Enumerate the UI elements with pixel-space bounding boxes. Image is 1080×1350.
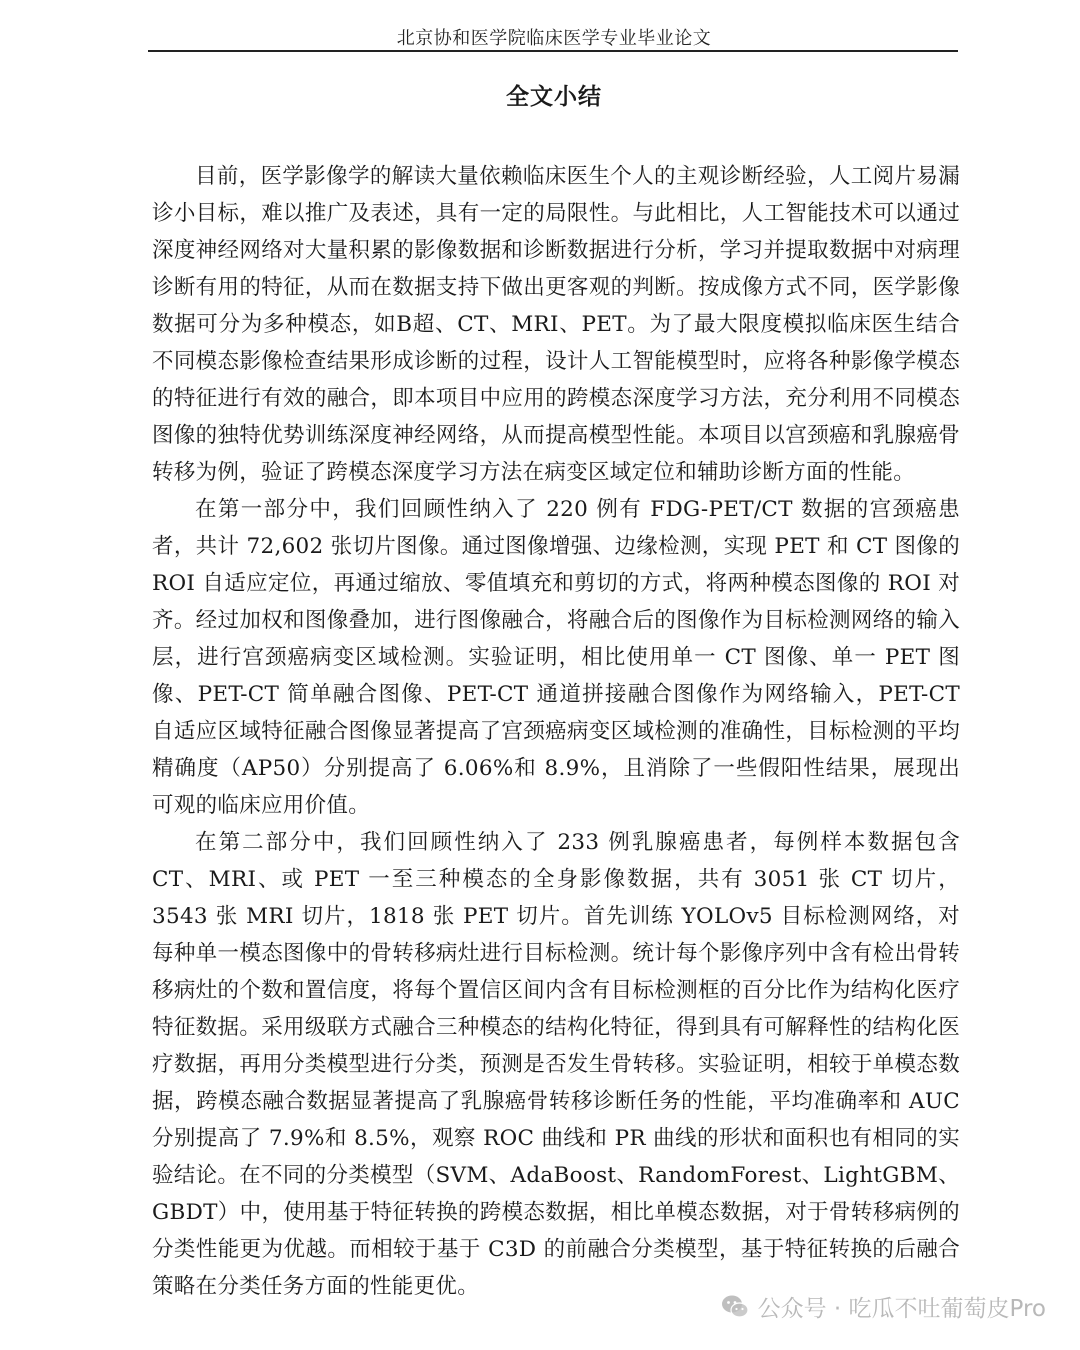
paragraph-part-two: 在第二部分中，我们回顾性纳入了 233 例乳腺癌患者，每例样本数据包含 CT、MRI、或 PET 一至三种模态的全身影像数据，共有 3051 张 CT 切片，3543 张 MRI 切片，1818 张 PET 切片。首先训练 YOLOv5 目标检测网络，对每种单一模态图像中的骨转移病灶进行目标检测。统计每个影像序列中含有检出骨转移病灶的个数和置信度，将每个置信区间内含有目标检测框的百分比作为结构化医疗特征数据。采用级联方式融合三种模态的结构化特征，得到具有可解释性的结构化医疗数据，再用分类模型进行分类，预测是否发生骨转移。实验证明，相较于单模态数据，跨模态融合数据显著提高了乳腺癌骨转移诊断任务的性能，平均准确率和 AUC 分别提高了 7.9%和 8.5%，观察 ROC 曲线和 PR 曲线的形状和面积也有相同的实验结论。在不同的分类模型（SVM、AdaBoost、RandomForest、LightGBM、GBDT）中，使用基于特征转换的跨模态数据，相比单模态数据，对于骨转移病例的分类性能更为优越。而相较于基于 C3D 的前融合分类模型，基于特征转换的后融合策略在分类任务方面的性能更优。	[152, 830, 960, 1299]
paragraph-intro: 目前，医学影像学的解读大量依赖临床医生个人的主观诊断经验，人工阅片易漏诊小目标，难以推广及表述，具有一定的局限性。与此相比，人工智能技术可以通过深度神经网络对大量积累的影像数据和诊断数据进行分析，学习并提取数据中对病理诊断有用的特征，从而在数据支持下做出更客观的判断。按成像方式不同，医学影像数据可分为多种模态，如B超、CT、MRI、PET。为了最大限度模拟临床医生结合不同模态影像检查结果形成诊断的过程，设计人工智能模型时，应将各种影像学模态的特征进行有效的融合，即本项目中应用的跨模态深度学习方法，充分利用不同模态图像的独特优势训练深度神经网络，从而提高模型性能。本项目以宫颈癌和乳腺癌骨转移为例，验证了跨模态深度学习方法在病变区域定位和辅助诊断方面的性能。	[152, 164, 960, 485]
running-header: 北京协和医学院临床医学专业毕业论文	[396, 28, 712, 49]
paragraph-part-one: 在第一部分中，我们回顾性纳入了 220 例有 FDG-PET/CT 数据的宫颈癌患者，共计 72,602 张切片图像。通过图像增强、边缘检测，实现 PET 和 CT 图像的 ROI 自适应定位，再通过缩放、零值填充和剪切的方式，将两种模态图像的 ROI 对齐。经过加权和图像叠加，进行图像融合，将融合后的图像作为目标检测网络的输入层，进行宫颈癌病变区域检测。实验证明，相比使用单一 CT 图像、单一 PET 图像、PET-CT 简单融合图像、PET-CT 通道拼接融合图像作为网络输入，PET-CT 自适应区域特征融合图像显著提高了宫颈癌病变区域检测的准确性，目标检测的平均精确度（AP50）分别提高了 6.06%和 8.9%，且消除了一些假阳性结果，展现出可观的临床应用价值。	[152, 497, 960, 818]
chapter-title: 全文小结	[506, 84, 602, 110]
body-text	[152, 158, 960, 1305]
watermark-text: 公众号 · 吃瓜不吐葡萄皮Pro	[757, 1296, 1046, 1322]
header-rule	[148, 50, 958, 52]
